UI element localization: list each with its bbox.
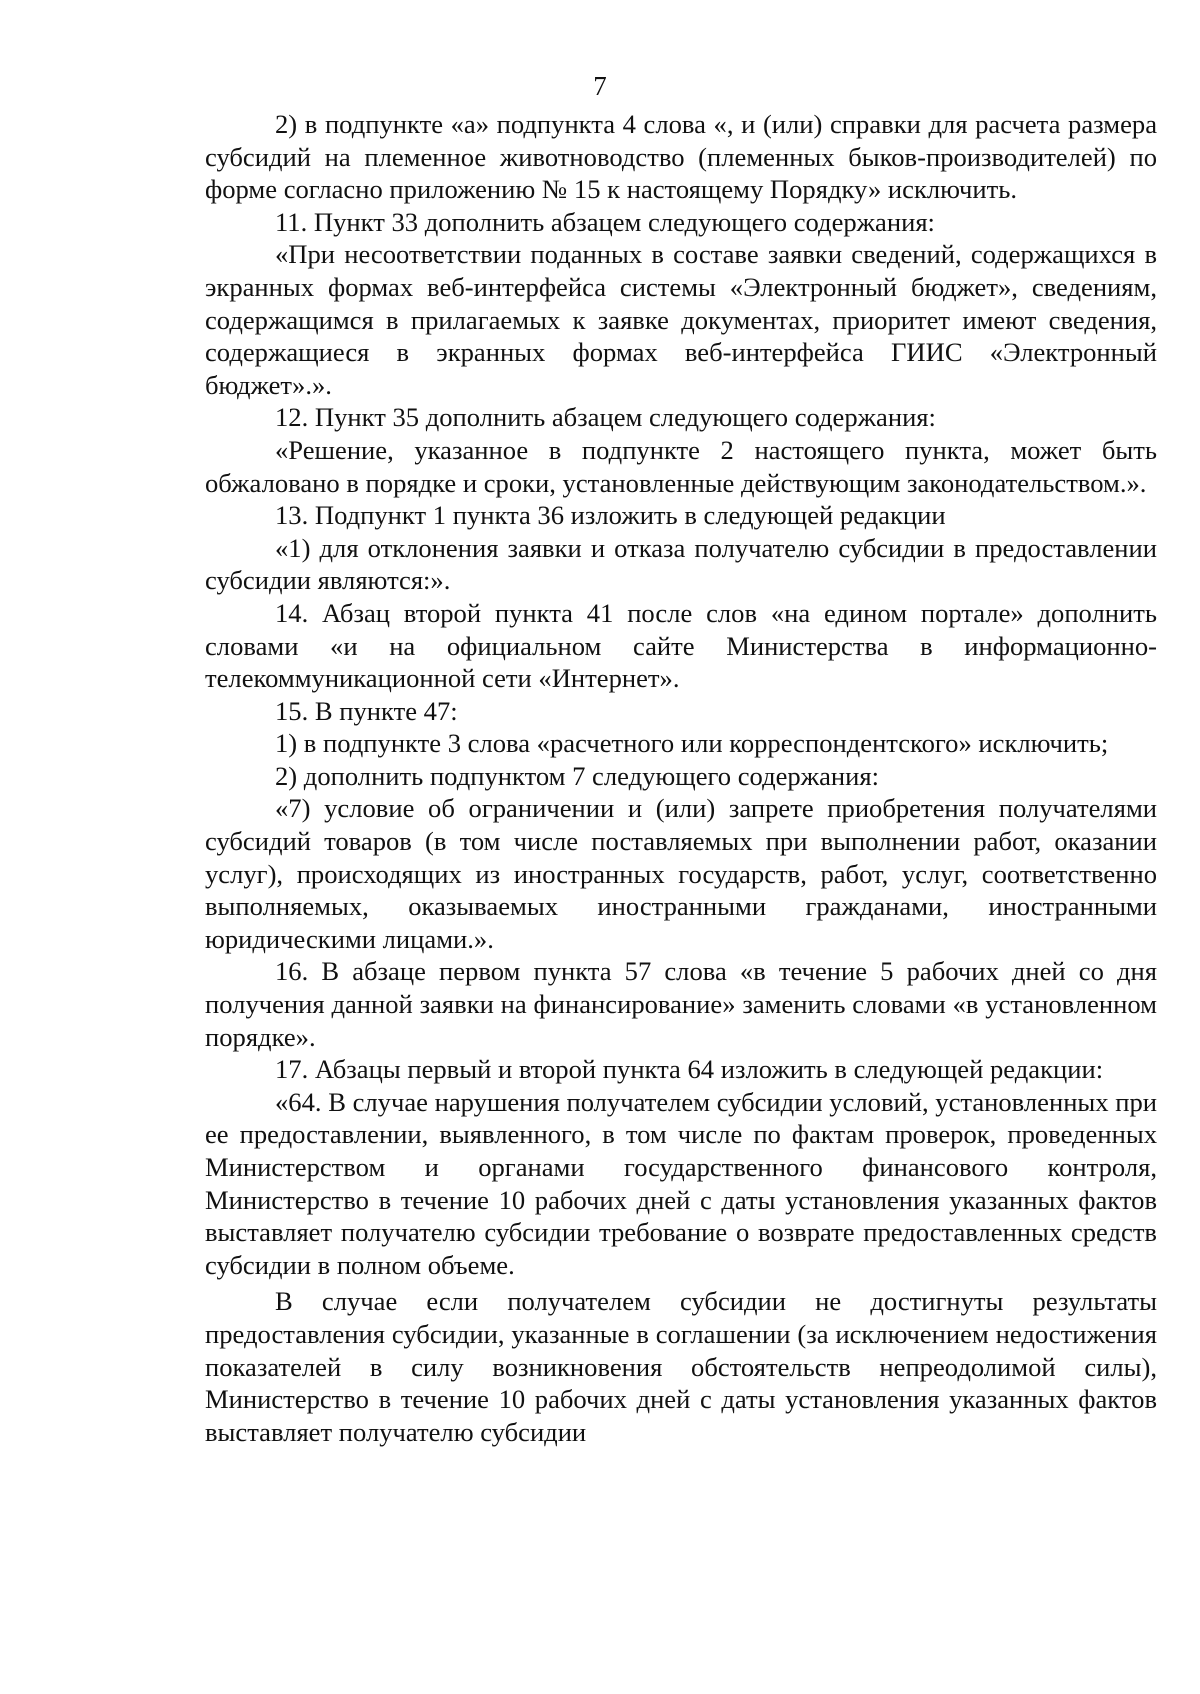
- paragraph: 12. Пункт 35 дополнить абзацем следующего содержания:: [275, 402, 936, 433]
- paragraph: 2) дополнить подпунктом 7 следующего содержания:: [275, 760, 879, 791]
- paragraph: «При несоответствии поданных в составе заявки сведений, содержащихся в экранных формах веб-интерфейса системы «Электронный бюджет», сведениям, содержащимся в прилагаемых к заявке документах, приоритет имеют сведения, содержащиеся в экранных формах веб-интерфейса ГИИС «Электронный бюджет».».: [205, 239, 1157, 400]
- paragraph: «7) условие об ограничении и (или) запрете приобретения получателями субсидий товаров (в том числе поставляемых при выполнении работ, оказании услуг), происходящих из иностранных государств, работ, услуг, соответственно выполняемых, оказываемых иностранными гражданами, иностранными юридическими лицами.».: [205, 793, 1157, 954]
- paragraph: «1) для отклонения заявки и отказа получателю субсидии в предоставлении субсидии являются:».: [205, 532, 1157, 596]
- paragraph: «64. В случае нарушения получателем субсидии условий, установленных при ее предоставлении, выявленного, в том числе по фактам проверок, проведенных Министерством и органами государственного финансового контроля, Министерство в течение 10 рабочих дней с даты установления указанных фактов выставляет получателю субсидии требование о возврате предоставленных средств субсидии в полном объеме.: [205, 1086, 1157, 1280]
- paragraph: 16. В абзаце первом пункта 57 слова «в течение 5 рабочих дней со дня получения данной заявки на финансирование» заменить словами «в установленном порядке».: [205, 956, 1157, 1052]
- paragraph: 13. Подпункт 1 пункта 36 изложить в следующей редакции: [275, 500, 946, 531]
- paragraph: 2) в подпункте «а» подпункта 4 слова «, и (или) справки для расчета размера субсидий на племенное животноводство (племенных быков-производителей) по форме согласно приложению № 15 к настоящему Порядку» исключить.: [205, 109, 1157, 205]
- document-body: [205, 108, 1157, 1448]
- page-number: 7: [593, 71, 607, 101]
- paragraph: 14. Абзац второй пункта 41 после слов «на едином портале» дополнить словами «и на официальном сайте Министерства в информационно-телекоммуникационной сети «Интернет».: [205, 597, 1157, 694]
- paragraph: «Решение, указанное в подпункте 2 настоящего пункта, может быть обжаловано в порядке и сроки, установленные действующим законодательством.».: [205, 434, 1157, 498]
- paragraph: 15. В пункте 47:: [275, 695, 458, 726]
- paragraph: 17. Абзацы первый и второй пункта 64 изложить в следующей редакции:: [275, 1054, 1104, 1085]
- paragraph: 1) в подпункте 3 слова «расчетного или корреспондентского» исключить;: [275, 728, 1109, 759]
- paragraph: 11. Пункт 33 дополнить абзацем следующего содержания:: [275, 206, 935, 237]
- paragraph: В случае если получателем субсидии не достигнуты результаты предоставления субсидии, указанные в соглашении (за исключением недостижения показателей в силу возникновения обстоятельств непреодолимой силы), Министерство в течение 10 рабочих дней с даты установления указанных фактов выставляет получателю субсидии: [205, 1286, 1157, 1447]
